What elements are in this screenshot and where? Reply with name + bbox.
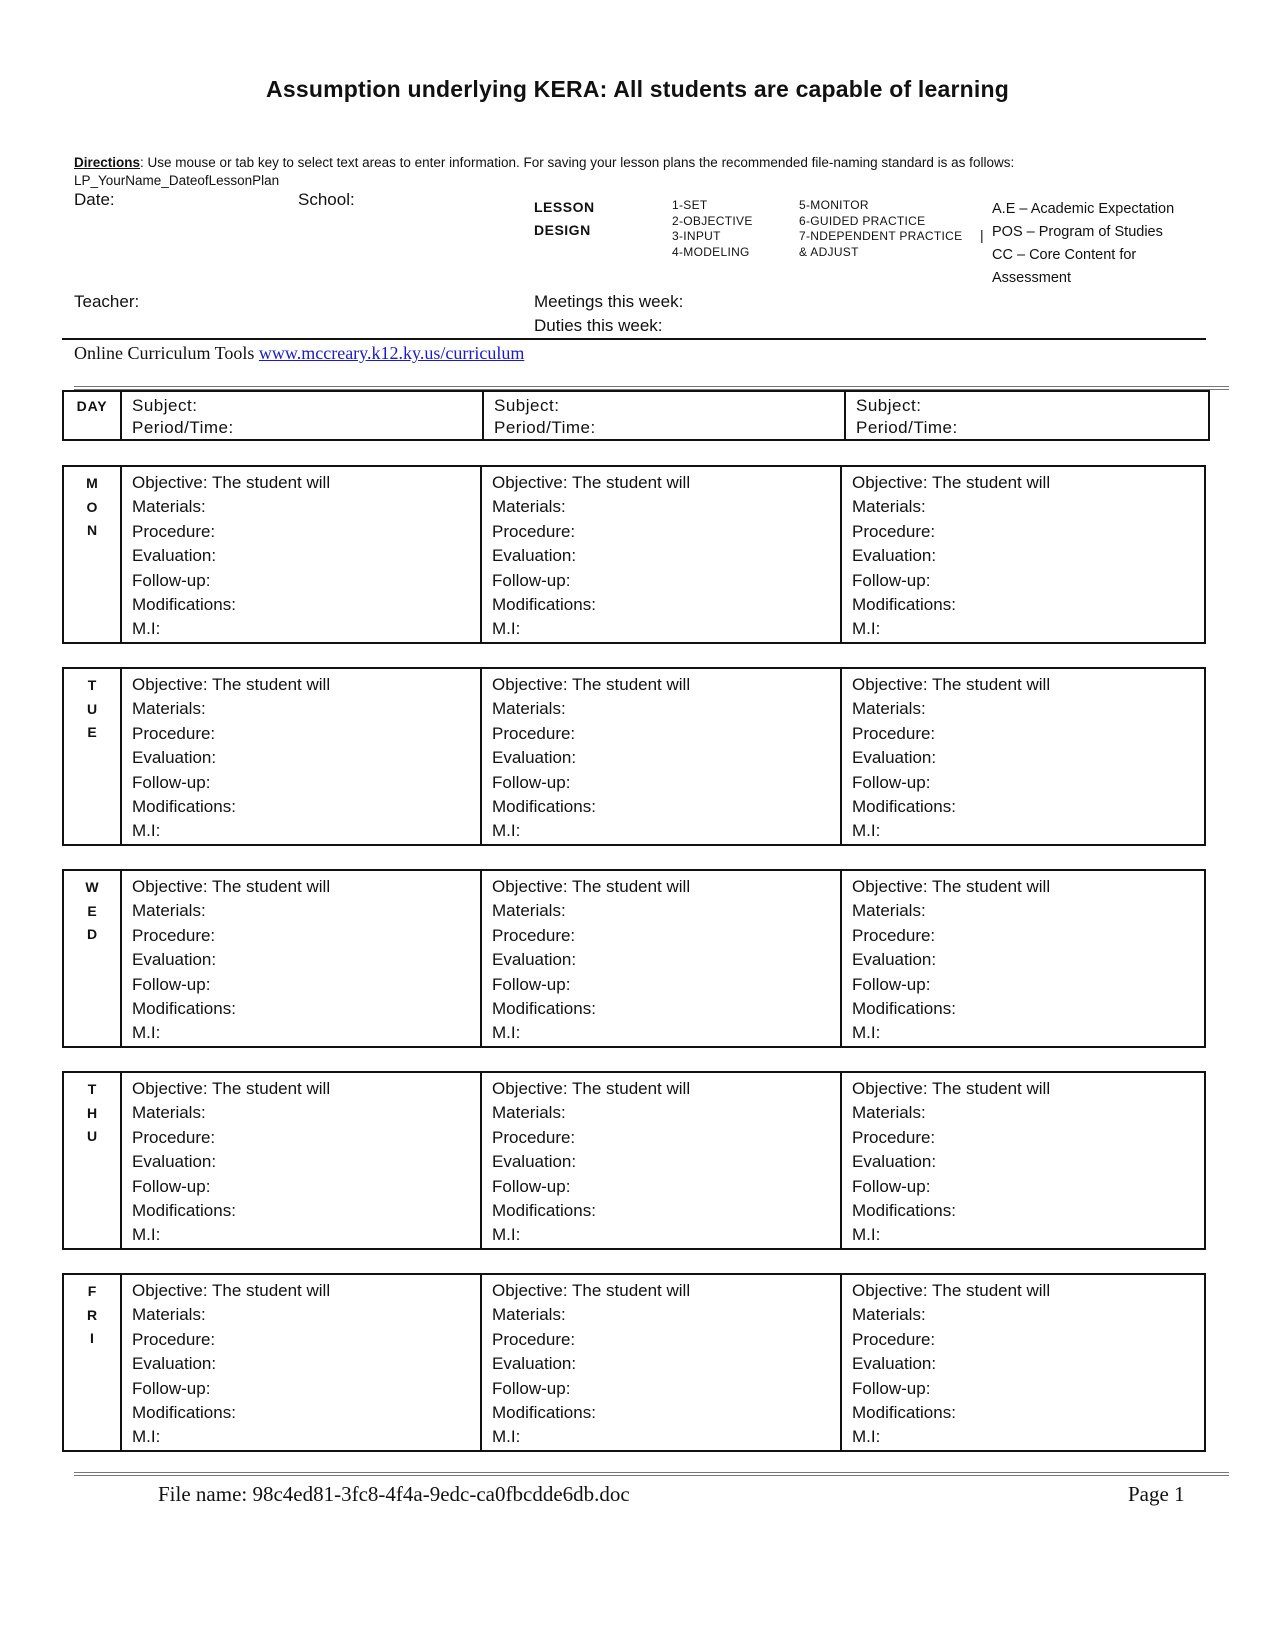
lesson-cell[interactable] [121, 1274, 481, 1451]
period-label: Period/Time: [856, 418, 958, 437]
day-table [62, 1071, 1206, 1250]
period-label: Period/Time: [494, 418, 596, 437]
day-letter: N [86, 522, 98, 538]
lesson-design-label [534, 196, 595, 242]
lesson-steps-col2 [799, 198, 962, 260]
lesson-field: Modifications: [852, 797, 956, 817]
directions [74, 154, 1204, 190]
lesson-field: Modifications: [132, 797, 236, 817]
lesson-cell[interactable] [841, 1072, 1205, 1249]
lesson-field: Objective: The student will [132, 1079, 331, 1098]
lesson-field: M.I: [852, 1427, 881, 1447]
day-label [63, 466, 121, 643]
lesson-cell[interactable] [481, 1072, 841, 1249]
lesson-field: Modifications: [852, 595, 956, 615]
lesson-field: Evaluation: [852, 1354, 937, 1374]
lesson-field: Procedure: [852, 1127, 936, 1147]
lesson-field: Objective: The student will [492, 1281, 691, 1300]
legend-separator: | [980, 227, 984, 243]
lesson-field: Modifications: [852, 999, 956, 1019]
lesson-field: M.I: [852, 619, 881, 639]
lesson-field: Objective: The student will [852, 473, 1051, 492]
lesson-field: Procedure: [852, 723, 936, 743]
legend [992, 198, 1174, 290]
day-label [63, 668, 121, 845]
lesson-cell[interactable] [121, 1072, 481, 1249]
period-label: Period/Time: [132, 418, 234, 437]
double-rule-bottom [74, 1472, 1229, 1476]
lesson-field: Follow-up: [852, 1176, 931, 1196]
lesson-field: Objective: The student will [492, 1079, 691, 1098]
lesson-field: Objective: The student will [132, 675, 331, 694]
lesson-cell[interactable] [481, 870, 841, 1047]
filename-standard: LP_YourName_DateofLessonPlan [74, 173, 280, 188]
school-field-label[interactable]: School: [298, 190, 355, 209]
lesson-field: Modifications: [492, 797, 596, 817]
subject-label: Subject: [132, 396, 198, 415]
lesson-field: Procedure: [492, 521, 576, 541]
lesson-field: Objective: The student will [132, 877, 331, 896]
lesson-field: Follow-up: [132, 772, 211, 792]
day-letter: U [86, 1128, 98, 1144]
lesson-field: M.I: [132, 1427, 161, 1447]
day-letter: F [87, 1283, 97, 1299]
lesson-field: Follow-up: [492, 570, 571, 590]
footer-page-number: Page 1 [1128, 1482, 1185, 1506]
day-letter: M [86, 475, 98, 491]
lesson-field: Follow-up: [492, 1378, 571, 1398]
lesson-field: Follow-up: [132, 1176, 211, 1196]
legend-item: POS – Program of Studies [992, 224, 1163, 240]
lesson-field: Procedure: [492, 925, 576, 945]
lesson-field: Evaluation: [132, 1354, 217, 1374]
lesson-field: M.I: [852, 1225, 881, 1245]
lesson-field: Objective: The student will [492, 877, 691, 896]
directions-label: Directions [74, 155, 141, 170]
lesson-field: Follow-up: [852, 1378, 931, 1398]
day-letter: R [86, 1306, 98, 1323]
lesson-field: M.I: [492, 1225, 521, 1245]
subject-cell[interactable] [483, 391, 845, 440]
lesson-field: Objective: The student will [852, 877, 1051, 896]
lesson-cell[interactable] [841, 870, 1205, 1047]
lesson-field: Modifications: [852, 1201, 956, 1221]
lesson-field: M.I: [132, 821, 161, 841]
day-letter: D [86, 926, 98, 942]
subject-cell[interactable] [121, 391, 483, 440]
day-letter: T [87, 677, 97, 693]
step-item: & ADJUST [799, 244, 859, 259]
subject-cell[interactable] [845, 391, 1209, 440]
step-item: 2-OBJECTIVE [672, 213, 753, 228]
lesson-cell[interactable] [481, 1274, 841, 1451]
lesson-field: Materials: [132, 1103, 206, 1123]
step-item: 1-SET [672, 198, 708, 212]
duties-field-label[interactable]: Duties this week: [534, 316, 663, 335]
lesson-field: Modifications: [492, 999, 596, 1019]
day-letter: E [87, 902, 97, 919]
day-letter: H [86, 1104, 98, 1121]
lesson-field: Evaluation: [132, 950, 217, 970]
lesson-field: Evaluation: [492, 1152, 577, 1172]
lesson-field: Evaluation: [492, 1354, 577, 1374]
lesson-field: Modifications: [132, 999, 236, 1019]
day-table [62, 1273, 1206, 1452]
lesson-field: Follow-up: [492, 974, 571, 994]
lesson-field: Procedure: [852, 1329, 936, 1349]
day-label [63, 1072, 121, 1249]
lesson-field: Evaluation: [852, 950, 937, 970]
day-label [63, 870, 121, 1047]
day-label [63, 1274, 121, 1451]
lesson-field: Procedure: [132, 925, 216, 945]
lesson-field: Materials: [132, 699, 206, 719]
lesson-field: Materials: [852, 1103, 926, 1123]
lesson-field: Procedure: [132, 1329, 216, 1349]
lesson-field: Materials: [492, 497, 566, 517]
lesson-field: Follow-up: [852, 772, 931, 792]
lesson-field: Objective: The student will [852, 1079, 1051, 1098]
subject-label: Subject: [494, 396, 560, 415]
lesson-field: Modifications: [852, 1403, 956, 1423]
lesson-field: Follow-up: [132, 974, 211, 994]
lesson-field: M.I: [492, 821, 521, 841]
online-curriculum-tools [74, 343, 524, 364]
legend-item: CC – Core Content for [992, 247, 1137, 263]
online-tools-label: Online Curriculum Tools [74, 343, 255, 363]
lesson-field: Follow-up: [492, 1176, 571, 1196]
day-header: DAY [63, 391, 121, 440]
lesson-field: Materials: [852, 901, 926, 921]
lesson-field: M.I: [852, 1023, 881, 1043]
lesson-cell[interactable] [121, 466, 481, 643]
day-letter: T [87, 1081, 97, 1097]
lesson-field: Procedure: [852, 925, 936, 945]
lesson-field: Materials: [492, 1103, 566, 1123]
day-table [62, 465, 1206, 644]
day-table [62, 667, 1206, 846]
lesson-field: Evaluation: [492, 546, 577, 566]
lesson-field: Evaluation: [492, 748, 577, 768]
document-title: Assumption underlying KERA: All students are capable of learning [266, 76, 1009, 102]
step-item: 4-MODELING [672, 244, 750, 259]
lesson-field: Materials: [132, 1305, 206, 1325]
lesson-field: M.I: [132, 1225, 161, 1245]
step-item: 3-INPUT [672, 229, 721, 243]
lesson-field: Procedure: [132, 521, 216, 541]
header-divider [62, 338, 1206, 340]
lesson-field: Modifications: [492, 1201, 596, 1221]
lesson-field: M.I: [492, 1427, 521, 1447]
lesson-cell[interactable] [121, 668, 481, 845]
lesson-field: Follow-up: [132, 570, 211, 590]
lesson-field: M.I: [132, 1023, 161, 1043]
lesson-cell[interactable] [481, 466, 841, 643]
lesson-field: Follow-up: [132, 1378, 211, 1398]
lesson-field: M.I: [852, 821, 881, 841]
lesson-field: Materials: [492, 699, 566, 719]
directions-text: : Use mouse or tab key to select text areas to enter information. For saving your lesson plans the recommended file-naming standard is as follows: [140, 155, 1015, 170]
day-table [62, 869, 1206, 1048]
lesson-field: Procedure: [492, 1127, 576, 1147]
lesson-field: Modifications: [132, 595, 236, 615]
lesson-field: Objective: The student will [492, 473, 691, 492]
step-item: 5-MONITOR [799, 198, 869, 212]
lesson-field: Evaluation: [852, 546, 937, 566]
teacher-field-label[interactable]: Teacher: [74, 292, 140, 311]
lesson-design-line2: DESIGN [534, 222, 591, 238]
lesson-cell[interactable] [121, 870, 481, 1047]
lesson-field: Procedure: [132, 1127, 216, 1147]
lesson-field: Materials: [492, 1305, 566, 1325]
lesson-cell[interactable] [841, 1274, 1205, 1451]
subject-label: Subject: [856, 396, 922, 415]
lesson-field: Evaluation: [132, 748, 217, 768]
lesson-field: Objective: The student will [852, 675, 1051, 694]
lesson-field: Follow-up: [492, 772, 571, 792]
lesson-field: Objective: The student will [492, 675, 691, 694]
lesson-cell[interactable] [841, 668, 1205, 845]
day-letter: O [86, 498, 98, 515]
lesson-field: Evaluation: [132, 1152, 217, 1172]
lesson-field: Objective: The student will [852, 1281, 1051, 1300]
lesson-steps-col1 [672, 198, 753, 260]
footer-file-name: File name: 98c4ed81-3fc8-4f4a-9edc-ca0fbcdde6db.doc [158, 1482, 630, 1506]
date-field-label[interactable]: Date: [74, 190, 115, 209]
subject-header-table [62, 390, 1210, 441]
lesson-field: Materials: [852, 1305, 926, 1325]
lesson-field: Materials: [492, 901, 566, 921]
lesson-field: Materials: [852, 497, 926, 517]
lesson-cell[interactable] [481, 668, 841, 845]
lesson-field: Materials: [132, 901, 206, 921]
lesson-field: Procedure: [852, 521, 936, 541]
lesson-field: Materials: [852, 699, 926, 719]
lesson-field: Modifications: [132, 1201, 236, 1221]
day-letter: I [90, 1330, 94, 1346]
lesson-field: Evaluation: [132, 546, 217, 566]
lesson-design-line1: LESSON [534, 199, 595, 215]
lesson-field: Evaluation: [852, 1152, 937, 1172]
meetings-field-label[interactable]: Meetings this week: [534, 292, 684, 311]
lesson-field: M.I: [492, 1023, 521, 1043]
step-item: 7-NDEPENDENT PRACTICE [799, 229, 963, 243]
lesson-cell[interactable] [841, 466, 1205, 643]
day-letter: E [87, 724, 97, 740]
lesson-field: Procedure: [132, 723, 216, 743]
lesson-field: Procedure: [492, 1329, 576, 1349]
lesson-field: Modifications: [492, 1403, 596, 1423]
lesson-field: Procedure: [492, 723, 576, 743]
day-letter: W [85, 879, 99, 895]
lesson-field: Materials: [132, 497, 206, 517]
legend-item: A.E – Academic Expectation [992, 201, 1175, 217]
lesson-field: Follow-up: [852, 570, 931, 590]
step-item: 6-GUIDED PRACTICE [799, 213, 926, 228]
day-letter: U [86, 700, 98, 717]
lesson-field: Evaluation: [492, 950, 577, 970]
lesson-field: Follow-up: [852, 974, 931, 994]
lesson-field: Modifications: [132, 1403, 236, 1423]
lesson-field: Evaluation: [852, 748, 937, 768]
curriculum-link[interactable]: www.mccreary.k12.ky.us/curriculum [258, 343, 525, 363]
lesson-field: M.I: [492, 619, 521, 639]
legend-item: Assessment [992, 270, 1071, 286]
lesson-field: Objective: The student will [132, 473, 331, 492]
lesson-field: Modifications: [492, 595, 596, 615]
lesson-field: M.I: [132, 619, 161, 639]
lesson-field: Objective: The student will [132, 1281, 331, 1300]
